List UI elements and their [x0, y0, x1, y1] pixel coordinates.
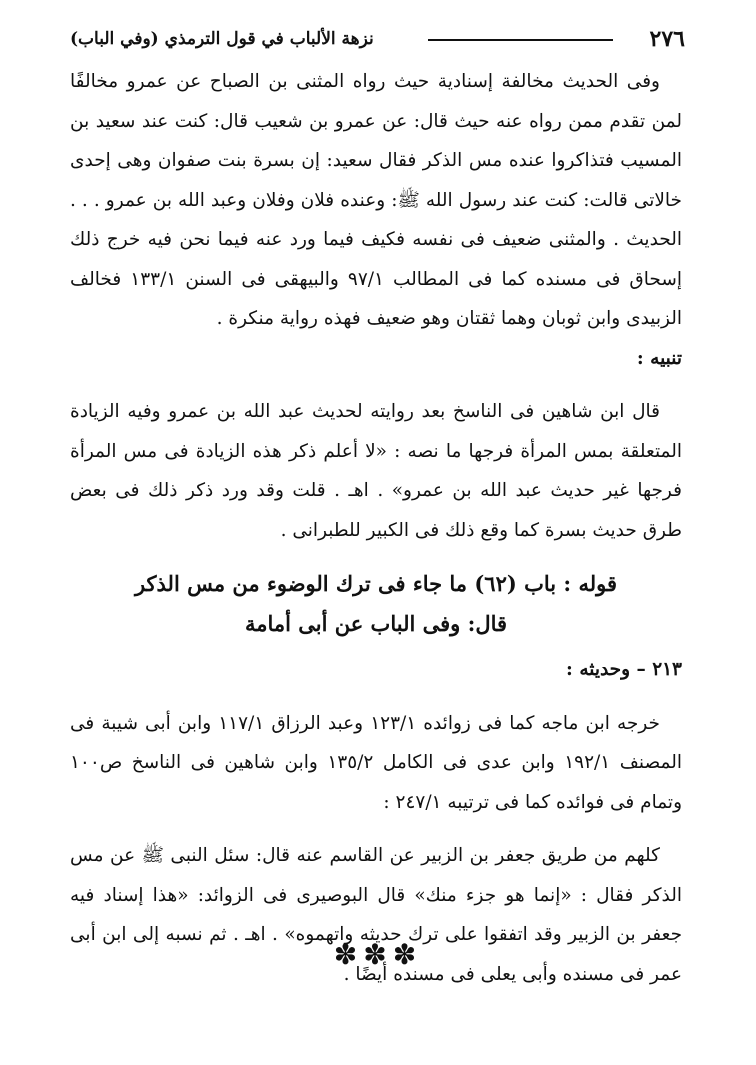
page-body	[70, 62, 682, 994]
paragraph-isnad-discussion: وفى الحديث مخالفة إسنادية حيث رواه المثنى بن الصباح عن عمرو مخالفًا لمن تقدم ممن رواه عنه حيث قال: عن عمرو بن شعيب قال: كنت عند سعيد بن المسيب فتذاكروا عنده مس الذكر فقال سعيد: إن بسرة بنت صفوان وهى إحدى خالاتى قالت: كنت عند رسول الله ﷺ: وعنده فلان وفلان وعبد الله بن عمرو . . . الحديث . والمثنى ضعيف فى نفسه فكيف فيما ورد عنه فيما نحن فيه خرج ذلك إسحاق فى مسنده كما فى المطالب ٩٧/١ والبيهقى فى السنن ١٣٣/١ فخالف الزبيدى وابن ثوبان وهما ثقتان وهو ضعيف فهذه رواية منكرة .	[70, 71, 683, 329]
page-number: ٢٧٦	[649, 26, 685, 52]
chapter-subtitle: قال: وفى الباب عن أبى أمامة	[244, 611, 508, 636]
running-title: نزهة الألباب في قول الترمذي (وفي الباب)	[70, 29, 374, 49]
hadith-number: ٢١٣ – وحديثه :	[566, 659, 682, 680]
header-rule	[428, 39, 613, 41]
note-heading: تنبيه :	[636, 347, 682, 369]
chapter-title: قوله : باب (٦٢) ما جاء فى ترك الوضوء من مس الذكر	[134, 571, 618, 596]
paragraph-takhrij: خرجه ابن ماجه كما فى زوائده ١٢٣/١ وعبد الرزاق ١١٧/١ وابن أبى شيبة فى المصنف ١٩٢/١ وابن عدى فى الكامل ١٣٥/٢ وابن شاهين فى الناسخ ص١٠٠ وتمام فى فوائده كما فى ترتيبه ٢٤٧/١ :	[70, 712, 682, 813]
paragraph-ibn-shahin-note: قال ابن شاهين فى الناسخ بعد روايته لحديث عبد الله بن عمرو وفيه الزيادة المتعلقة بمس المرأة فرجها ما نصه : «لا أعلم ذكر هذه الزيادة فى مس المرأة فرجها غير حديث عبد الله بن عمرو» . اهـ . قلت وقد ورد ذكر ذلك فى بعض طرق حديث بسرة كما وقع ذلك فى الكبير للطبرانى .	[70, 401, 682, 541]
running-header	[70, 22, 685, 58]
section-ornament: ✽✽✽	[333, 938, 423, 971]
paragraph-chain-discussion: كلهم من طريق جعفر بن الزبير عن القاسم عنه قال: سئل النبى ﷺ عن مس الذكر فقال : «إنما هو جزء منك» قال البوصيرى فى الزوائد: «هذا إسناد فيه جعفر بن الزبير وقد اتفقوا على ترك حديثه واتهموه» . اهـ . ثم نسبه إلى ابن أبى عمر فى مسنده وأبى يعلى فى مسنده أيضًا .	[70, 845, 682, 985]
